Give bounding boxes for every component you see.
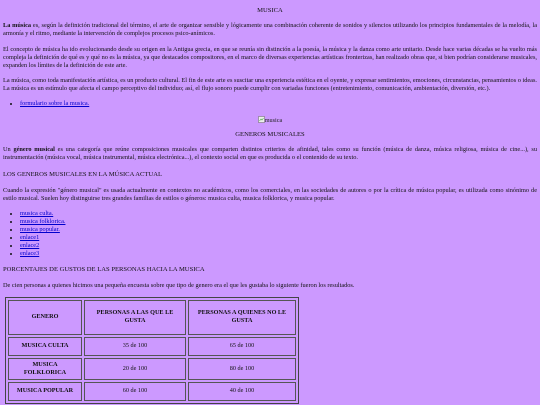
porcentajes-paragraph: De cien personas a quienes hicimos una pequeña encuesta sobre que tipo de genero era el que les gustaba lo siguiente fueron los resultados. — [3, 281, 355, 289]
table-header-row — [8, 300, 296, 335]
image-alt-text: musica — [264, 116, 283, 124]
column-header: PERSONAS A LAS QUE LE GUSTA — [84, 300, 186, 335]
survey-table — [5, 297, 299, 404]
table-cell: 35 de 100 — [84, 337, 186, 356]
image-placeholder-icon — [258, 116, 265, 123]
row-header: MUSICA POPULAR — [8, 382, 82, 401]
generos-paragraph — [3, 146, 537, 162]
row-header: MUSICA FOLKLORICA — [8, 358, 82, 380]
table-cell: 65 de 100 — [188, 337, 296, 356]
generos-text: es una categoría que reúne composiciones musicales que comparten distintos criterios de afinidad, tales como su función (música de danza, música religiosa, música de cine...), su instrumentación (música vocal, música instrumental, música electrónica...), el contexto social en que es producida o el contenido de su texto. — [3, 146, 537, 162]
table-cell: 20 de 100 — [84, 358, 186, 380]
table-row — [8, 337, 296, 356]
section-heading-generos: GENEROS MUSICALES — [235, 130, 305, 138]
list-item — [20, 234, 537, 242]
link-musica-popular[interactable]: musica popular. — [20, 226, 60, 234]
broken-image-icon — [258, 116, 283, 125]
intro-paragraph-1 — [3, 22, 537, 38]
form-link[interactable]: formulario sobre la musica. — [20, 99, 90, 107]
link-musica-folklorica[interactable]: musica folklorica. — [20, 217, 66, 225]
intro-paragraph-3: La música, como toda manifestación artística, es un producto cultural. El fin de este arte es suscitar una experiencia estética en el oyente, y expresar sentimientos, emociones, circunstancias, pensamientos o ideas. La música es un estímulo que afecta el campo perceptivo del individuo; así, el flujo sonoro puede cumplir con variadas funciones (entretenimiento, comunicación, ambientación, diversión, etc.). — [3, 76, 537, 92]
intro-paragraph-2: El concepto de música ha ido evolucionando desde su origen en la Antigua grecia, en que se reunía sin distinción a la poesía, la música y la danza como arte unitario. Desde hace varias décadas se ha vuelto más compleja la definición de qué es y qué no es la música, ya que destacados compositores, en el marco de diversas experiencias artísticas fronterizas, han realizado obras que, si bien podrían considerarse musicales, expanden los límites de la definición de este arte. — [3, 45, 537, 69]
section-heading-actual: LOS GENEROS MUSICALES EN LA MÚSICA ACTUAL — [3, 171, 162, 179]
list-item — [20, 210, 537, 218]
column-header: GENERO — [8, 300, 82, 335]
row-header: MUSICA CULTA — [8, 337, 82, 356]
table-cell: 80 de 100 — [188, 358, 296, 380]
link-enlace3[interactable]: enlace3 — [20, 250, 40, 258]
column-header: PERSONAS A QUIENES NO LE GUSTA — [188, 300, 296, 335]
link-enlace2[interactable]: enlace2 — [20, 242, 40, 250]
link-musica-culta[interactable]: musica culta. — [20, 209, 54, 217]
list-item — [20, 242, 537, 250]
table-cell: 60 de 100 — [84, 382, 186, 401]
table-row — [8, 382, 296, 401]
list-item — [20, 218, 537, 226]
actual-paragraph: Cuando la expresión "género musical" es usada actualmente en contextos no académicos, como los comerciales, en las sociedades de autores o por la crítica de música popular, es utilizada como sinónimo de estilo musical. Suelen hoy distinguirse tres grandes familias de estilos o géneros: musica culta, musica folklorica, y musica popular. — [3, 186, 537, 202]
intro-lead-bold: La música — [3, 22, 32, 30]
music-image — [3, 116, 537, 125]
list-item — [20, 226, 537, 234]
intro-lead-text: es, según la definición tradicional del término, el arte de organizar sensible y lógicamente una combinación coherente de sonidos y silencios utilizando los principios fundamentales de la melodía, la armonía y el ritmo, mediante la intervención de complejos procesos psico-anímicos. — [3, 22, 537, 38]
page-title: MUSICA — [257, 7, 283, 14]
table-row — [8, 358, 296, 380]
form-link-list — [3, 100, 537, 108]
generos-bold: género musical — [13, 146, 55, 154]
list-item — [20, 100, 537, 108]
genre-link-list — [3, 210, 537, 258]
section-heading-porcentajes: PORCENTAJES DE GUSTOS DE LAS PERSONAS HACIA LA MUSICA — [3, 266, 205, 274]
table-cell: 40 de 100 — [188, 382, 296, 401]
link-enlace1[interactable]: enlace1 — [20, 234, 40, 242]
list-item — [20, 250, 537, 258]
generos-pre: Un — [3, 146, 14, 154]
